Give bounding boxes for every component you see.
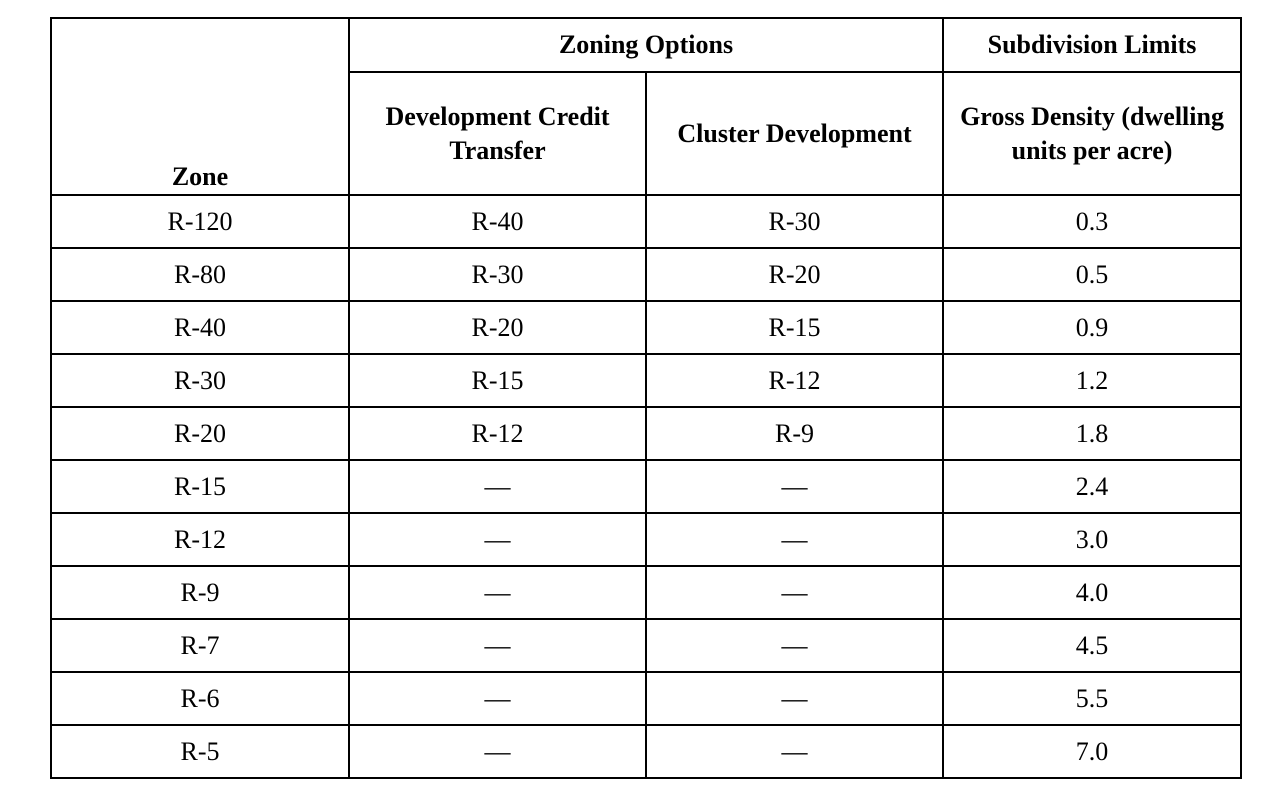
- zone-cell: R-5: [51, 725, 349, 778]
- cluster-development-cell: —: [646, 725, 943, 778]
- table-header: [51, 18, 1241, 195]
- table-row: [51, 248, 1241, 301]
- cluster-development-cell: R-12: [646, 354, 943, 407]
- development-credit-transfer-header: Development Credit Transfer: [349, 72, 646, 195]
- gross-density-cell: 1.8: [943, 407, 1241, 460]
- zone-cell: R-15: [51, 460, 349, 513]
- zone-cell: R-120: [51, 195, 349, 248]
- zone-cell: R-6: [51, 672, 349, 725]
- zoning-options-header: Zoning Options: [349, 18, 943, 72]
- table-body: [51, 195, 1241, 778]
- table-row: [51, 566, 1241, 619]
- development-credit-transfer-cell: R-12: [349, 407, 646, 460]
- table-row: [51, 301, 1241, 354]
- development-credit-transfer-cell: —: [349, 513, 646, 566]
- development-credit-transfer-cell: —: [349, 619, 646, 672]
- table-row: [51, 619, 1241, 672]
- zone-cell: R-20: [51, 407, 349, 460]
- cluster-development-cell: —: [646, 672, 943, 725]
- cluster-development-cell: —: [646, 619, 943, 672]
- development-credit-transfer-cell: R-40: [349, 195, 646, 248]
- table-row: [51, 354, 1241, 407]
- cluster-development-cell: R-20: [646, 248, 943, 301]
- subdivision-limits-header: Subdivision Limits: [943, 18, 1241, 72]
- gross-density-cell: 0.5: [943, 248, 1241, 301]
- zoning-table: [50, 17, 1242, 779]
- zone-cell: R-40: [51, 301, 349, 354]
- development-credit-transfer-cell: R-15: [349, 354, 646, 407]
- table-row: [51, 460, 1241, 513]
- zone-cell: R-30: [51, 354, 349, 407]
- zone-cell: R-80: [51, 248, 349, 301]
- table-row: [51, 407, 1241, 460]
- development-credit-transfer-cell: R-30: [349, 248, 646, 301]
- development-credit-transfer-cell: —: [349, 672, 646, 725]
- cluster-development-cell: R-30: [646, 195, 943, 248]
- table-row: [51, 725, 1241, 778]
- zone-cell: R-9: [51, 566, 349, 619]
- development-credit-transfer-cell: R-20: [349, 301, 646, 354]
- development-credit-transfer-cell: —: [349, 725, 646, 778]
- zone-header: Zone: [51, 18, 349, 195]
- cluster-development-cell: —: [646, 513, 943, 566]
- development-credit-transfer-cell: —: [349, 566, 646, 619]
- gross-density-cell: 2.4: [943, 460, 1241, 513]
- cluster-development-header: Cluster Development: [646, 72, 943, 195]
- gross-density-cell: 1.2: [943, 354, 1241, 407]
- header-row-group: [51, 18, 1241, 72]
- table-row: [51, 513, 1241, 566]
- table-row: [51, 195, 1241, 248]
- gross-density-cell: 5.5: [943, 672, 1241, 725]
- cluster-development-cell: —: [646, 566, 943, 619]
- zone-cell: R-7: [51, 619, 349, 672]
- gross-density-cell: 4.0: [943, 566, 1241, 619]
- cluster-development-cell: R-15: [646, 301, 943, 354]
- gross-density-cell: 4.5: [943, 619, 1241, 672]
- gross-density-cell: 0.3: [943, 195, 1241, 248]
- gross-density-cell: 3.0: [943, 513, 1241, 566]
- gross-density-header: Gross Density (dwelling units per acre): [943, 72, 1241, 195]
- zone-cell: R-12: [51, 513, 349, 566]
- cluster-development-cell: —: [646, 460, 943, 513]
- gross-density-cell: 7.0: [943, 725, 1241, 778]
- cluster-development-cell: R-9: [646, 407, 943, 460]
- gross-density-cell: 0.9: [943, 301, 1241, 354]
- table-row: [51, 672, 1241, 725]
- development-credit-transfer-cell: —: [349, 460, 646, 513]
